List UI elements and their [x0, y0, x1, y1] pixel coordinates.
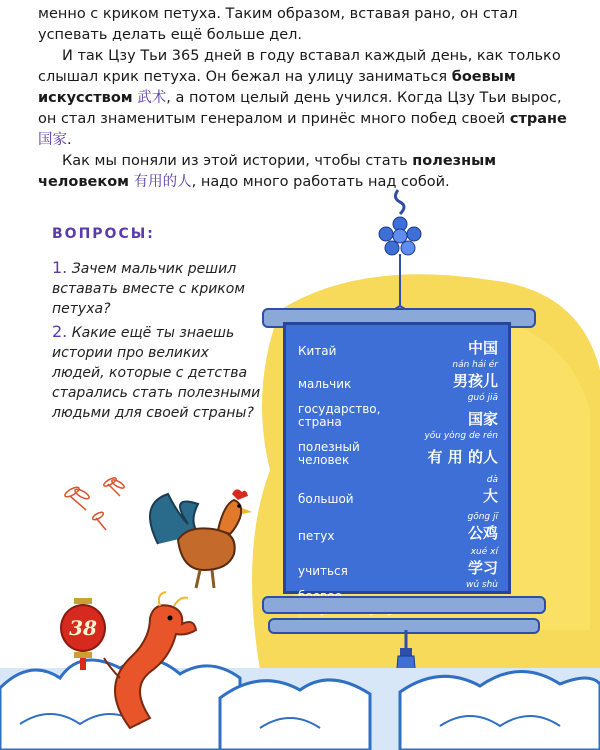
question-1: [52, 258, 262, 319]
vocab-hanzi: 男孩儿: [452, 372, 498, 390]
vocab-ru: петух: [298, 529, 335, 543]
p2-cn-1: 武术: [137, 90, 167, 106]
vocab-row: [298, 337, 498, 358]
dragon-illustration: [90, 588, 210, 738]
p2-end: .: [67, 132, 72, 148]
scroll-top-ornament: [340, 188, 460, 328]
vocab-row: [298, 393, 498, 429]
vocab-ru: учиться: [298, 564, 348, 578]
paragraph-1: [38, 4, 568, 46]
question-2: [52, 322, 262, 423]
vocab-hanzi: 中国: [467, 339, 498, 357]
vocab-row: [298, 475, 498, 506]
vocab-pinyin: guó jiā: [467, 393, 498, 403]
paragraph-3: [38, 151, 568, 193]
vocab-ru: государство, страна: [298, 402, 381, 429]
p2-bold-1: боевым искусством: [38, 69, 516, 106]
vocab-pinyin: dà: [486, 475, 498, 485]
vocab-ru: большой: [298, 492, 354, 506]
p2-bold-2: стране: [509, 111, 567, 127]
vocab-row: [298, 512, 498, 543]
p3-text-a: Как мы поняли из этой истории, чтобы стать: [62, 153, 413, 169]
vocab-row: [298, 431, 498, 467]
vocabulary-list: [298, 331, 498, 616]
vocab-pinyin: nán hái ér: [452, 360, 498, 370]
vocab-hanzi: 公鸡: [467, 524, 498, 542]
vocab-ru: полезный человек: [298, 440, 360, 467]
p3-cn: 有用的人: [133, 174, 192, 190]
paragraph-2: [38, 46, 568, 151]
vocab-pinyin: yǒu yòng de rén: [424, 431, 498, 441]
vocab-pinyin: wǔ shù: [465, 580, 498, 590]
question-2-text: Какие ещё ты знаешь истории про великих людей, которые с детства старались стать полезными людьми для своей страны?: [52, 325, 261, 421]
scroll-bottom-rod: [262, 596, 546, 614]
story-text: [38, 4, 568, 193]
page-number: 38: [69, 616, 97, 640]
vocab-hanzi: 国家: [467, 410, 498, 428]
p1-text: менно с криком петуха. Таким образом, вставая рано, он стал успевать делать ещё больше дел.: [38, 6, 518, 43]
vocab-hanzi: 大: [482, 487, 498, 505]
p2-cn-2: 国家: [38, 132, 67, 148]
question-2-number: 2.: [52, 322, 68, 341]
vocab-hanzi: 学习: [467, 559, 498, 577]
rooster-illustration: [138, 484, 258, 594]
vocab-hanzi: 有 用 的人: [427, 448, 498, 466]
questions-title: ВОПРОСЫ:: [52, 226, 155, 242]
question-1-text: Зачем мальчик решил вставать вместе с криком петуха?: [52, 261, 245, 317]
vocabulary-panel: [283, 322, 511, 594]
vocab-ru: мальчик: [298, 377, 352, 391]
vocab-row: [298, 547, 498, 578]
vocab-pinyin: xué xí: [470, 547, 498, 557]
lantern-tassel: [80, 658, 86, 670]
p2-text-b: , а потом целый день учился. Когда Цзу Тьи вырос, он стал знаменитым генералом и принёс много побед своей: [38, 90, 562, 127]
vocab-pinyin: gōng jī: [467, 512, 498, 522]
p3-bold: полезным человеком: [38, 153, 497, 190]
dragonfly-icon: [60, 476, 140, 536]
page-lantern: [58, 598, 108, 664]
p3-text-b: , надо много работать над собой.: [191, 174, 450, 190]
p2-text-a: И так Цзу Тьи 365 дней в году вставал каждый день, как только слышал крик петуха. Он бежал на улицу заниматься: [38, 48, 561, 85]
vocab-ru: Китай: [298, 344, 337, 358]
question-1-number: 1.: [52, 258, 68, 277]
vocab-row: [298, 360, 498, 391]
